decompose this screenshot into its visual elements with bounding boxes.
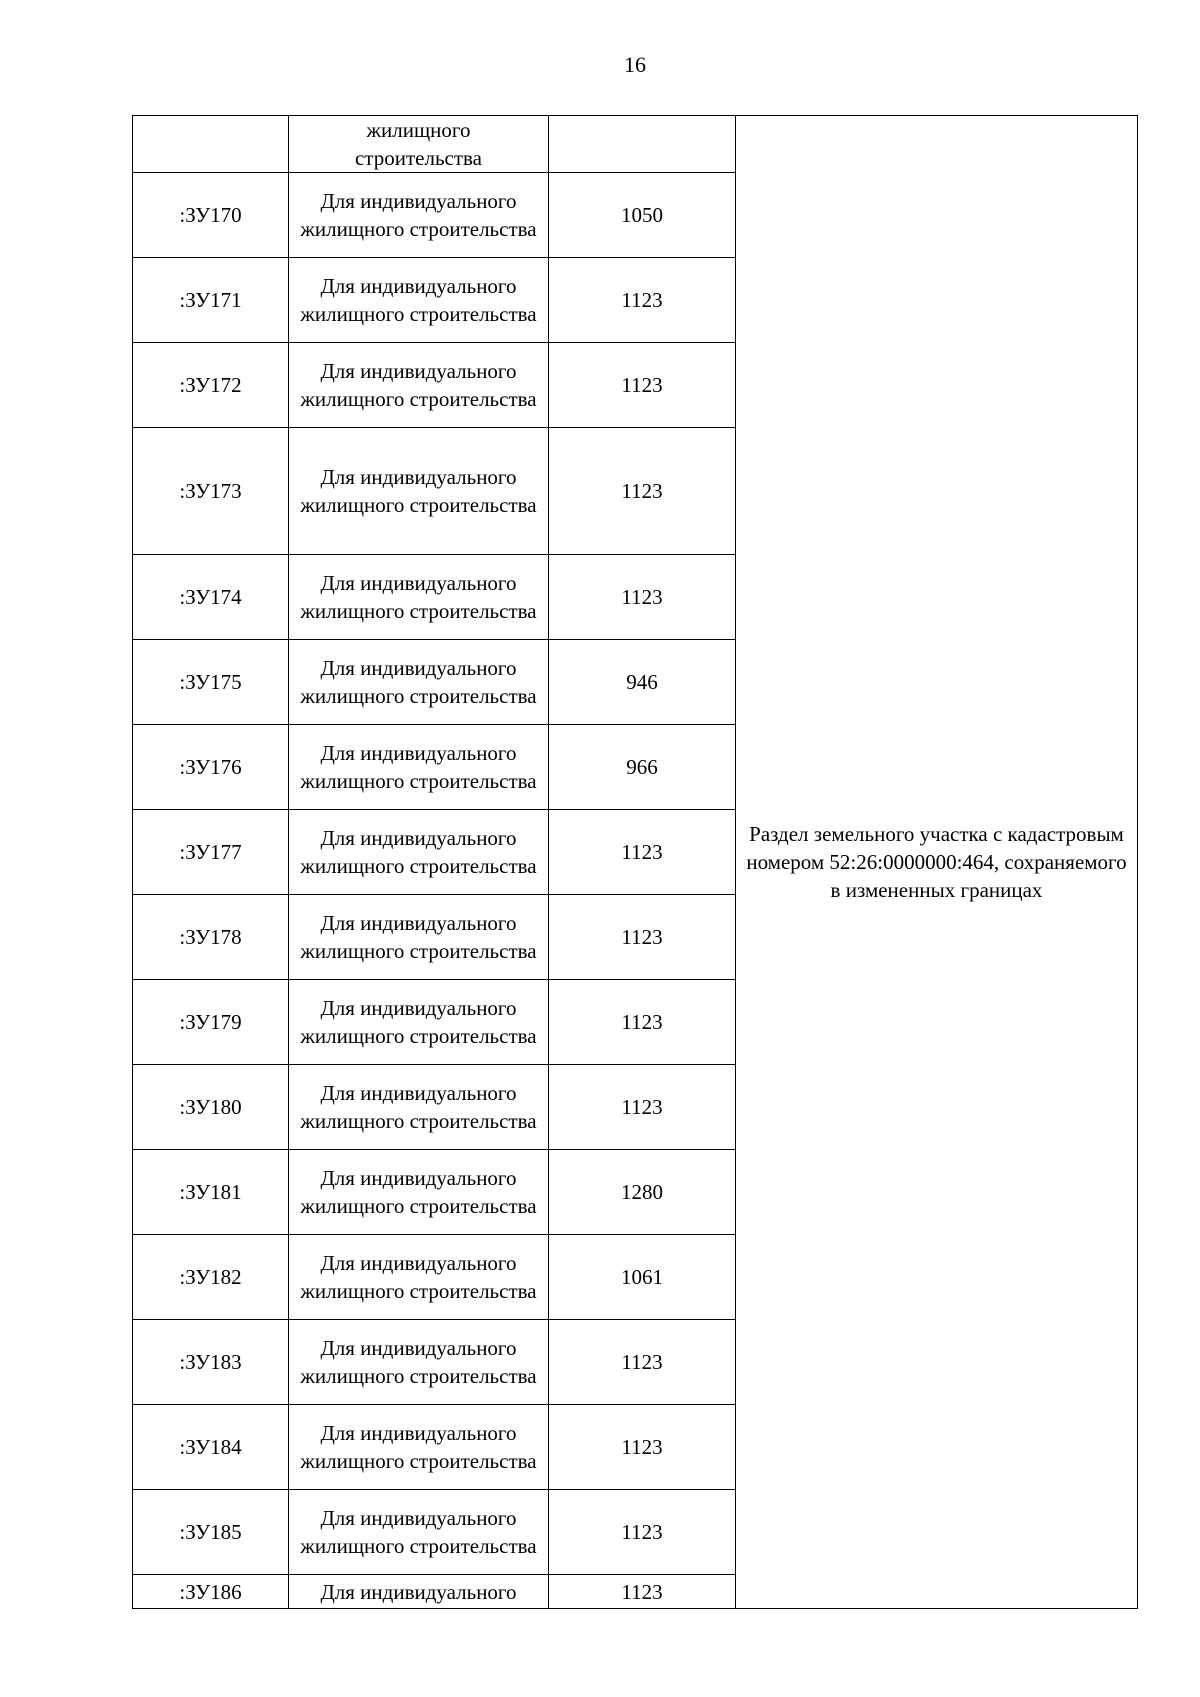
purpose-cell: Для индивидуального жилищного строительства — [289, 1320, 549, 1405]
note-cell: Раздел земельного участка с кадастровым номером 52:26:0000000:464, сохраняемого в измененных границах — [736, 116, 1138, 1609]
purpose-cell: Для индивидуального жилищного строительства — [289, 173, 549, 258]
plot-id-cell: :ЗУ180 — [133, 1065, 289, 1150]
plot-id-cell: :ЗУ172 — [133, 343, 289, 428]
area-cell: 1050 — [549, 173, 736, 258]
area-cell: 1123 — [549, 980, 736, 1065]
purpose-cell: Для индивидуального жилищного строительства — [289, 555, 549, 640]
plot-id-cell: :ЗУ184 — [133, 1405, 289, 1490]
purpose-cell: Для индивидуального жилищного строительства — [289, 640, 549, 725]
plot-id-cell: :ЗУ173 — [133, 428, 289, 555]
area-cell: 1061 — [549, 1235, 736, 1320]
land-plots-table — [132, 115, 1138, 1609]
plot-id-cell — [133, 116, 289, 173]
purpose-cell: жилищного строительства — [289, 116, 549, 173]
purpose-cell: Для индивидуального жилищного строительства — [289, 1405, 549, 1490]
plot-id-cell: :ЗУ186 — [133, 1575, 289, 1609]
area-cell: 1123 — [549, 258, 736, 343]
plot-id-cell: :ЗУ175 — [133, 640, 289, 725]
area-cell: 1123 — [549, 1490, 736, 1575]
plot-id-cell: :ЗУ176 — [133, 725, 289, 810]
area-cell: 1123 — [549, 1065, 736, 1150]
area-cell: 966 — [549, 725, 736, 810]
purpose-cell: Для индивидуального жилищного строительства — [289, 980, 549, 1065]
plot-id-cell: :ЗУ174 — [133, 555, 289, 640]
plot-id-cell: :ЗУ171 — [133, 258, 289, 343]
page-number: 16 — [624, 52, 646, 77]
table-row-continuation — [133, 116, 1138, 173]
area-cell: 1280 — [549, 1150, 736, 1235]
purpose-cell: Для индивидуального жилищного строительства — [289, 258, 549, 343]
purpose-cell: Для индивидуального жилищного строительства — [289, 725, 549, 810]
purpose-cell: Для индивидуального жилищного строительства — [289, 1235, 549, 1320]
area-cell: 1123 — [549, 1405, 736, 1490]
plot-id-cell: :ЗУ170 — [133, 173, 289, 258]
plot-id-cell: :ЗУ182 — [133, 1235, 289, 1320]
purpose-cell: Для индивидуального жилищного строительства — [289, 428, 549, 555]
purpose-cell: Для индивидуального жилищного строительства — [289, 1150, 549, 1235]
plot-id-cell: :ЗУ185 — [133, 1490, 289, 1575]
area-cell: 946 — [549, 640, 736, 725]
area-cell: 1123 — [549, 343, 736, 428]
plot-id-cell: :ЗУ178 — [133, 895, 289, 980]
purpose-cell: Для индивидуального — [289, 1575, 549, 1609]
area-cell — [549, 116, 736, 173]
purpose-cell: Для индивидуального жилищного строительства — [289, 895, 549, 980]
purpose-cell: Для индивидуального жилищного строительства — [289, 343, 549, 428]
plot-id-cell: :ЗУ181 — [133, 1150, 289, 1235]
purpose-cell: Для индивидуального жилищного строительства — [289, 810, 549, 895]
plot-id-cell: :ЗУ183 — [133, 1320, 289, 1405]
area-cell: 1123 — [549, 555, 736, 640]
area-cell: 1123 — [549, 1575, 736, 1609]
plot-id-cell: :ЗУ177 — [133, 810, 289, 895]
purpose-cell: Для индивидуального жилищного строительства — [289, 1065, 549, 1150]
area-cell: 1123 — [549, 428, 736, 555]
area-cell: 1123 — [549, 895, 736, 980]
plot-id-cell: :ЗУ179 — [133, 980, 289, 1065]
purpose-cell: Для индивидуального жилищного строительства — [289, 1490, 549, 1575]
area-cell: 1123 — [549, 1320, 736, 1405]
area-cell: 1123 — [549, 810, 736, 895]
